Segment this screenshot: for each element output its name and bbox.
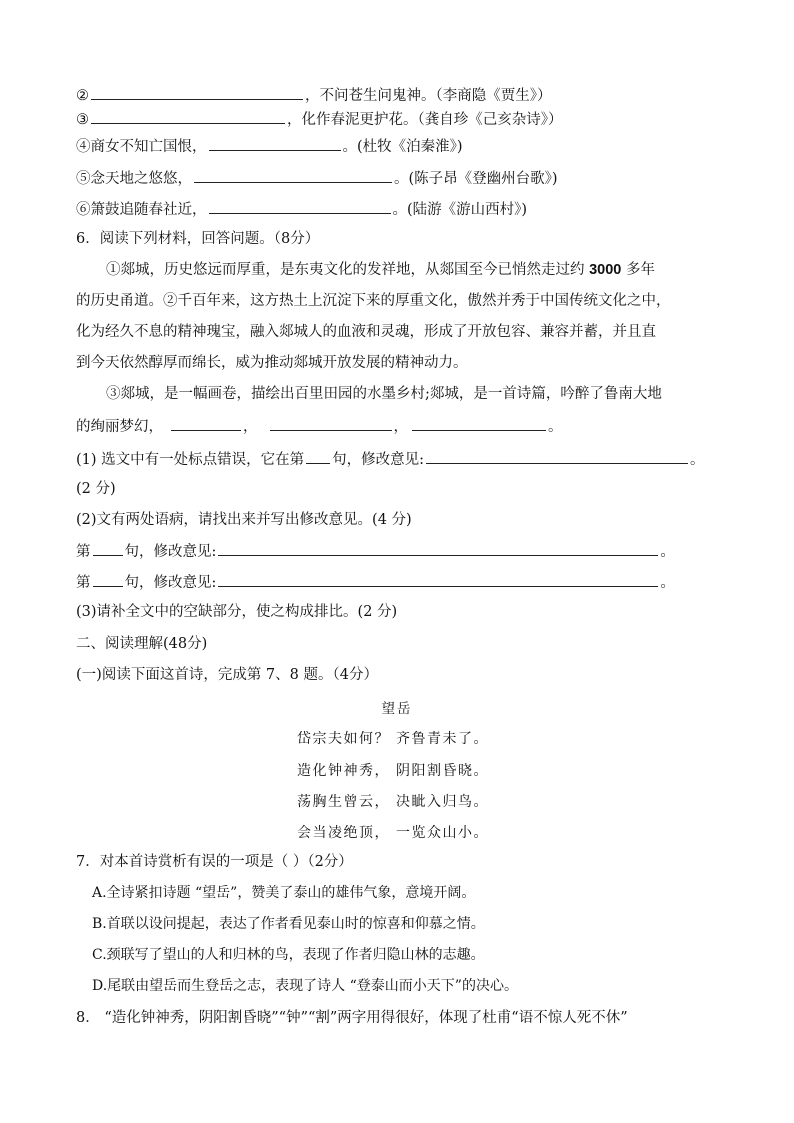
text-segment: 多年	[625, 262, 655, 278]
section-2-heading: 二、阅读理解(48分)	[76, 636, 208, 652]
question-7-stem: 7．对本首诗赏析有误的一项是（ ）（2分）	[76, 854, 353, 870]
item-tail: 。(杜牧《泊秦淮》)	[342, 139, 463, 155]
answer-blank[interactable]	[93, 540, 123, 556]
paragraph-1-line-3: 化为经久不息的精神瑰宝，融入郯城人的血液和灵魂，形成了开放包容、兼容并蓄，并且直	[76, 324, 656, 340]
option-c[interactable]: C.颈联写了望山的人和归林的鸟，表现了作者归隐山林的志趣。	[92, 947, 485, 963]
item-text: ，不问苍生问鬼神。（李商隐《贾生》）	[305, 88, 552, 104]
text-segment: 句，修改意见:	[332, 452, 425, 468]
sub-question-2: (2)文有两处语病，请找出来并写出修改意见。(4 分)	[76, 512, 412, 528]
answer-blank[interactable]	[218, 540, 658, 556]
paragraph-1-line-4: 到今天依然醇厚而绵长，威为推动郯城开放发展的精神动力。	[76, 355, 468, 371]
answer-blank[interactable]	[209, 135, 341, 151]
item-text: ⑤念天地之悠悠，	[76, 171, 192, 187]
question-6-header: 6．阅读下列材料，回答问题。（8分）	[76, 231, 320, 247]
answer-blank[interactable]	[91, 108, 285, 124]
poem-title: 望岳	[381, 701, 413, 717]
text-segment: ①郯城，历史悠远而厚重，是东夷文化的发祥地，从郯国至今已悄然走过约	[106, 262, 585, 278]
question-8-stem: 8． “造化钟神秀，阴阳割昏晓”“钟”“割”两字用得很好，体现了杜甫“语不惊人死不休”	[76, 1010, 628, 1026]
sub-question-1-score: (2 分)	[76, 481, 116, 497]
paragraph-1-line-1	[106, 260, 655, 280]
text-segment: 第	[76, 544, 91, 560]
text-segment: (1) 选文中有一处标点错误，它在第	[76, 452, 305, 468]
item-text: ，化作春泥更护花。（龚自珍《己亥杂诗》）	[287, 112, 563, 128]
answer-blank[interactable]	[270, 415, 392, 431]
answer-blank[interactable]	[194, 167, 392, 183]
answer-blank[interactable]	[209, 198, 391, 214]
sub-question-2-row-2	[76, 571, 675, 593]
poem-line-4: 会当凌绝顶， 一览众山小。	[297, 825, 489, 841]
paragraph-2-line-1: ③郯城，是一幅画卷，描绘出百里田园的水墨乡村;郯城，是一首诗篇，吟醉了鲁南大地	[106, 386, 662, 402]
poem-line-2: 造化钟神秀， 阴阳割昏晓。	[297, 763, 489, 779]
item-number: ②	[76, 88, 89, 104]
item-tail: 。(陆游《游山西村》)	[392, 202, 528, 218]
text-segment: 的绚丽梦幻，	[76, 419, 163, 435]
period: 。	[548, 419, 563, 435]
item-number: ③	[76, 112, 89, 128]
paragraph-2-line-2	[76, 415, 563, 437]
answer-blank[interactable]	[171, 415, 241, 431]
fill-in-2	[76, 84, 552, 106]
sub-question-3: (3)请补全文中的空缺部分，使之构成排比。(2 分)	[76, 604, 398, 620]
answer-blank[interactable]	[412, 415, 546, 431]
option-d[interactable]: D.尾联由望岳而生登岳之志，表现了诗人 “登泰山而小天下”的决心。	[92, 978, 518, 994]
fill-in-3	[76, 108, 563, 130]
answer-blank[interactable]	[426, 448, 688, 464]
period: 。	[660, 575, 675, 591]
answer-blank[interactable]	[306, 448, 330, 464]
period: 。	[690, 452, 705, 468]
fill-in-4	[76, 135, 463, 157]
number-3000: 3000	[589, 262, 622, 278]
item-text: ⑥箫鼓追随春社近，	[76, 202, 207, 218]
answer-blank[interactable]	[93, 571, 123, 587]
answer-blank[interactable]	[91, 84, 303, 100]
answer-blank[interactable]	[218, 571, 658, 587]
item-tail: 。(陈子昂《登幽州台歌》)	[394, 171, 558, 187]
text-segment: 句，修改意见:	[124, 575, 217, 591]
option-a[interactable]: A.全诗紧扣诗题 “望岳”，赞美了泰山的雄伟气象，意境开阔。	[92, 885, 476, 901]
period: 。	[660, 544, 675, 560]
option-b[interactable]: B.首联以设问提起，表达了作者看见泰山时的惊喜和仰慕之情。	[92, 916, 485, 932]
sub-question-1	[76, 448, 705, 470]
fill-in-5	[76, 167, 558, 189]
comma: ，	[243, 419, 258, 435]
poem-line-1: 岱宗夫如何？ 齐鲁青未了。	[297, 731, 489, 747]
poem-line-3: 荡胸生曾云， 决眦入归鸟。	[297, 794, 489, 810]
text-segment: 句，修改意见:	[124, 544, 217, 560]
sub-question-2-row-1	[76, 540, 675, 562]
paragraph-1-line-2: 的历史甬道。②千百年来，这方热土上沉淀下来的厚重文化，傲然并秀于中国传统文化之中，	[76, 293, 671, 309]
item-text: ④商女不知亡国恨，	[76, 139, 207, 155]
comma: ，	[393, 419, 408, 435]
section-2-part-1: (一)阅读下面这首诗，完成第 7、8 题。（4分）	[76, 667, 378, 683]
fill-in-6	[76, 198, 527, 220]
text-segment: 第	[76, 575, 91, 591]
